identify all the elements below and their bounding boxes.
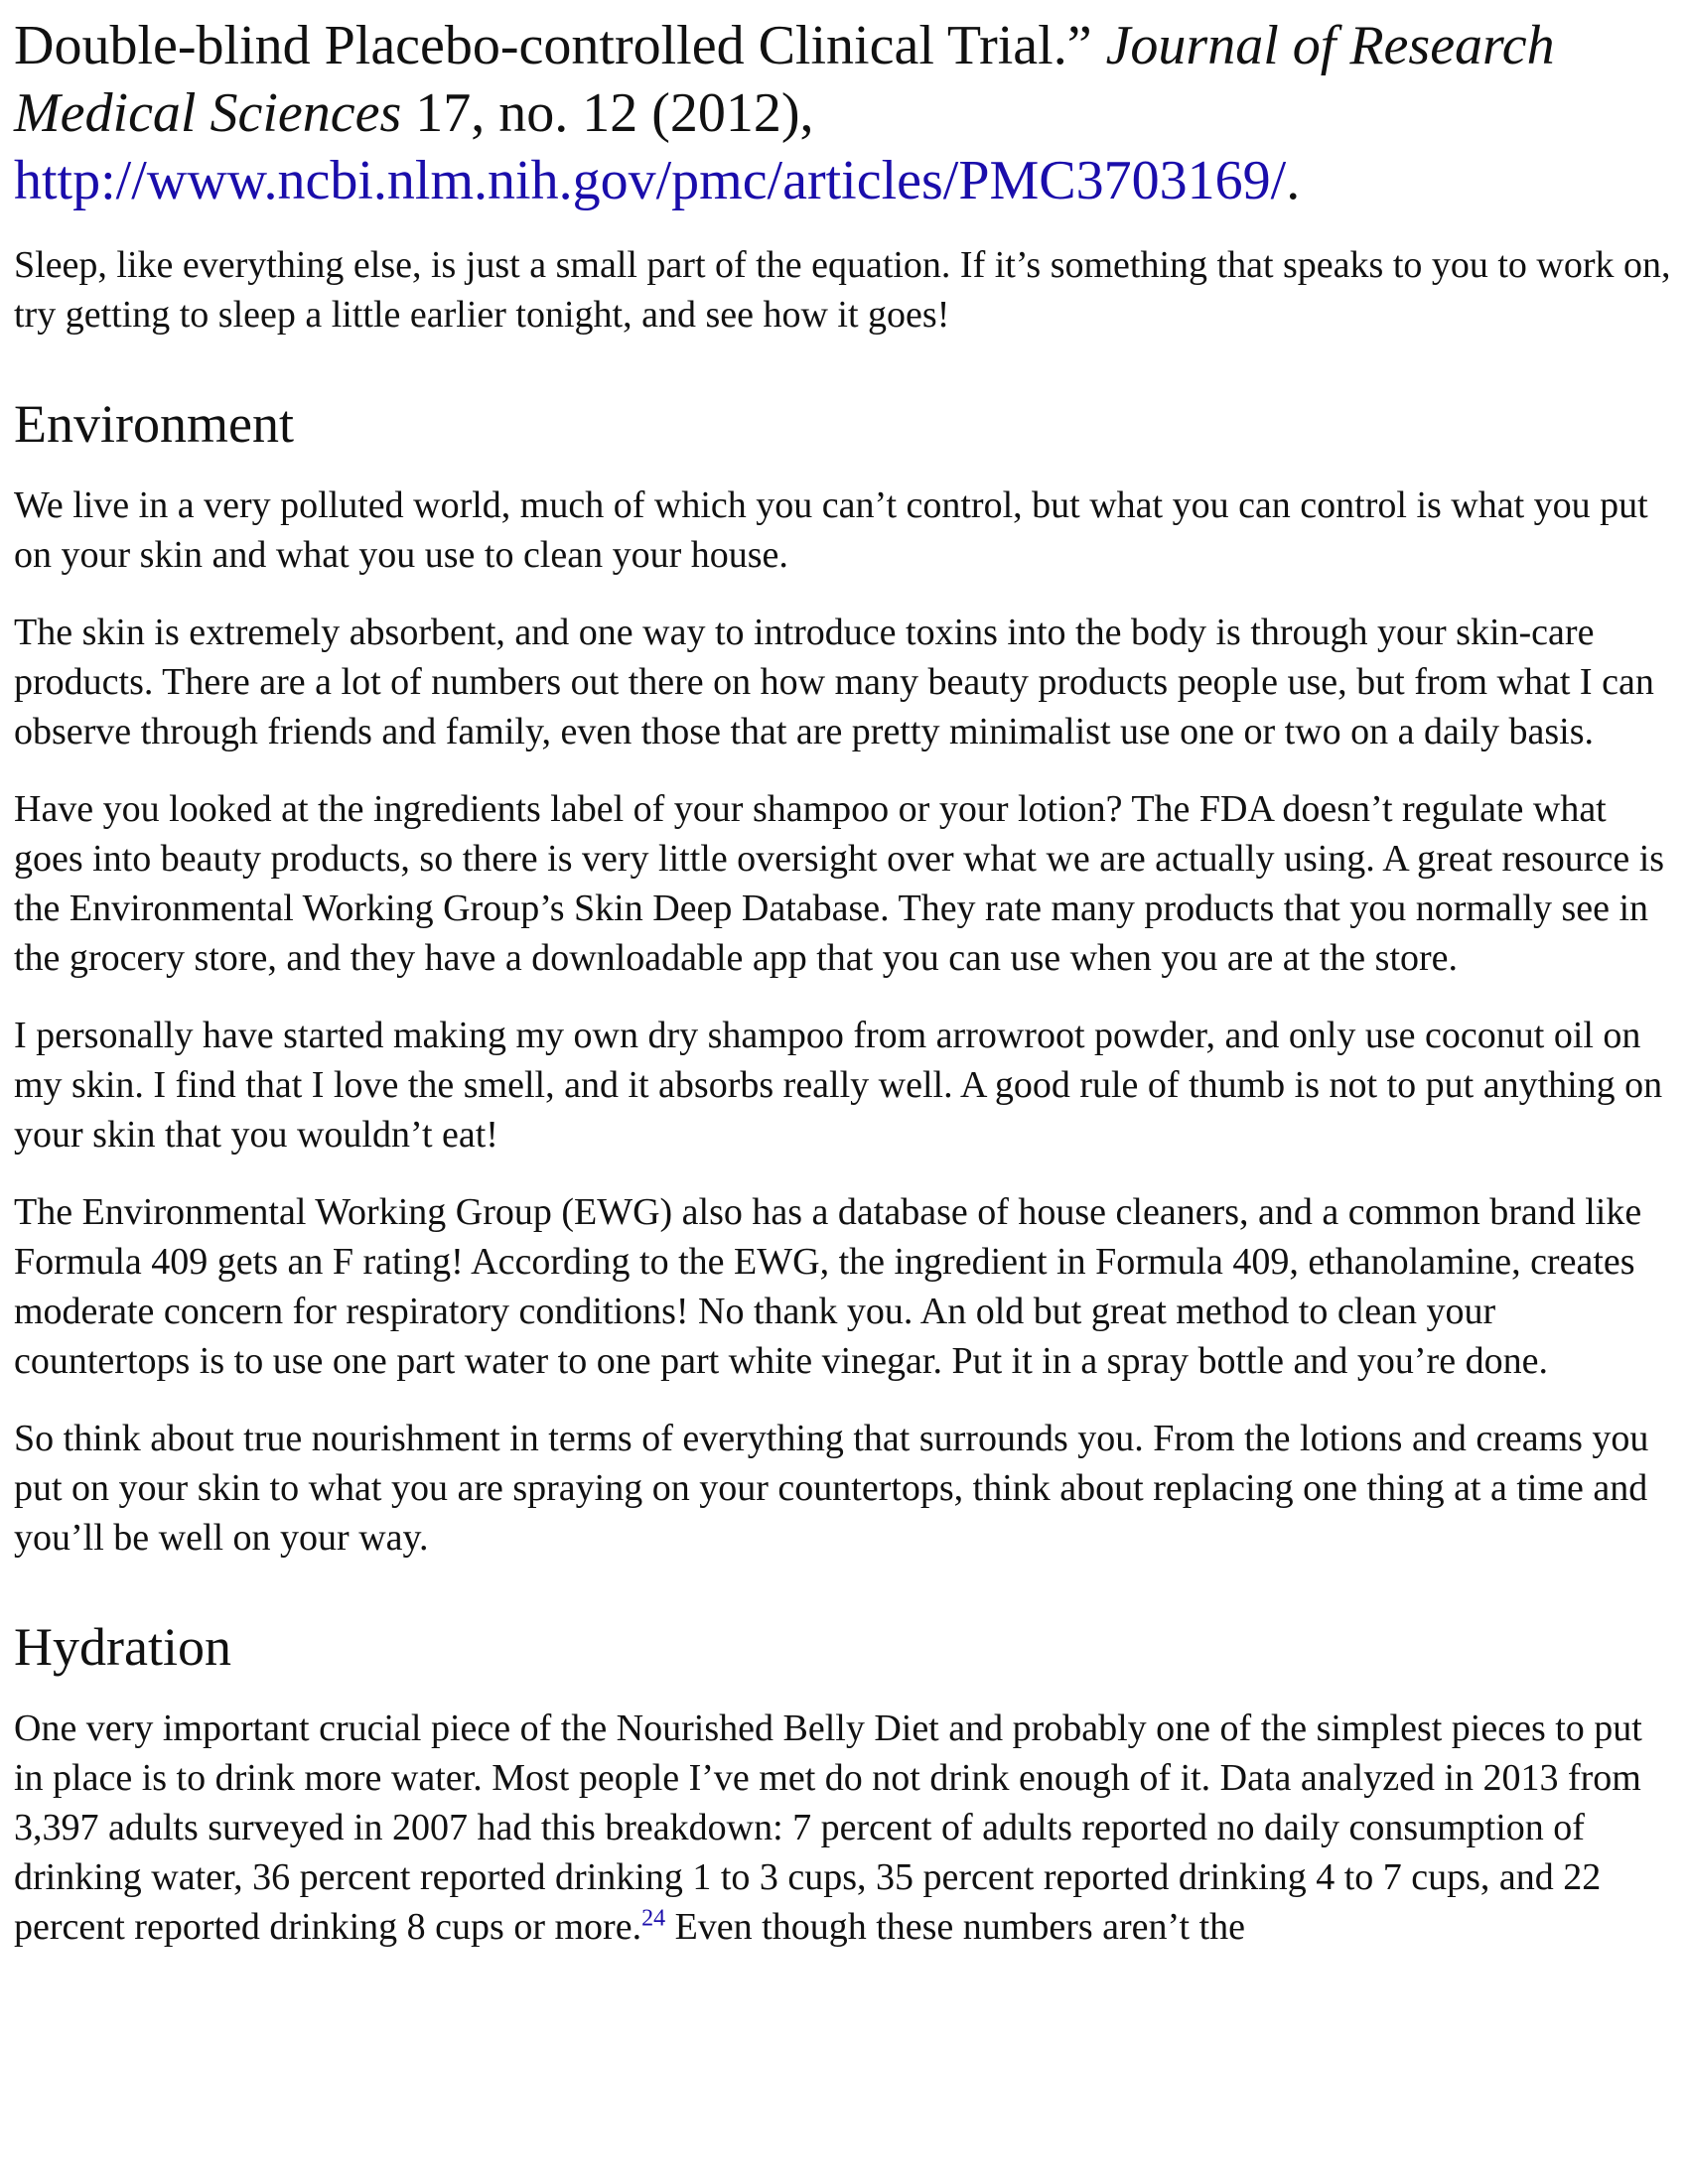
- environment-paragraph-4: I personally have started making my own dry shampoo from arrowroot powder, and only use coconut oil on my skin. I find that I love the smell, and it absorbs really well. A good rule of thumb is not to put anything on your skin that you wouldn’t eat!: [14, 1015, 1663, 1156]
- citation-title-tail: Double-blind Placebo-controlled Clinical Trial.”: [14, 15, 1106, 76]
- environment-paragraph-1: We live in a very polluted world, much of which you can’t control, but what you can control is what you put on your skin and what you use to clean your house.: [14, 484, 1648, 576]
- document-page: [14, 12, 1678, 1979]
- environment-paragraph-6: So think about true nourishment in terms of everything that surrounds you. From the lotions and creams you put on your skin to what you are spraying on your countertops, think about replacing one thing at a time and you’ll be well on your way.: [14, 1418, 1649, 1559]
- citation-continuation: [14, 12, 1678, 214]
- section-heading-hydration: Hydration: [14, 1617, 231, 1677]
- footnote-reference-link[interactable]: 24: [641, 1905, 666, 1932]
- citation-url-link[interactable]: http://www.ncbi.nlm.nih.gov/pmc/articles/PMC3703169/: [14, 150, 1287, 211]
- environment-paragraph-3: Have you looked at the ingredients label of your shampoo or your lotion? The FDA doesn’t regulate what goes into beauty products, so there is very little oversight over what we are actually using. A great resource is the Environmental Working Group’s Skin Deep Database. They rate many products that you normally see in the grocery store, and they have a downloadable app that you can use when you are at the store.: [14, 788, 1665, 979]
- citation-journal: Journal of Research Medical Sciences: [14, 15, 1555, 144]
- environment-paragraph-5: The Environmental Working Group (EWG) also has a database of house cleaners, and a common brand like Formula 409 gets an F rating! According to the EWG, the ingredient in Formula 409, ethanolamine, creates moderate concern for respiratory conditions! No thank you. An old but great method to clean your countertops is to use one part water to one part white vinegar. Put it in a spray bottle and you’re done.: [14, 1191, 1642, 1382]
- section-heading-environment: Environment: [14, 394, 294, 454]
- citation-volume: 17, no. 12 (2012),: [401, 82, 814, 144]
- hydration-text-after-footnote: Even though these numbers aren’t the: [665, 1906, 1245, 1948]
- hydration-text-before-footnote: One very important crucial piece of the Nourished Belly Diet and probably one of the simplest pieces to put in place is to drink more water. Most people I’ve met do not drink enough of it. Data analyzed in 2013 from 3,397 adults surveyed in 2007 had this breakdown: 7 percent of adults reported no daily consumption of drinking water, 36 percent reported drinking 1 to 3 cups, 35 percent reported drinking 4 to 7 cups, and 22 percent reported drinking 8 cups or more.: [14, 1707, 1642, 1948]
- environment-paragraph-2: The skin is extremely absorbent, and one way to introduce toxins into the body is through your skin-care products. There are a lot of numbers out there on how many beauty products people use, but from what I can observe through friends and family, even those that are pretty minimalist use one or two on a daily basis.: [14, 612, 1654, 752]
- citation-trailing-period: .: [1286, 150, 1301, 211]
- intro-paragraph: Sleep, like everything else, is just a small part of the equation. If it’s something that speaks to you to work on, try getting to sleep a little earlier tonight, and see how it goes!: [14, 244, 1671, 336]
- hydration-paragraph-1: [14, 1704, 1678, 1952]
